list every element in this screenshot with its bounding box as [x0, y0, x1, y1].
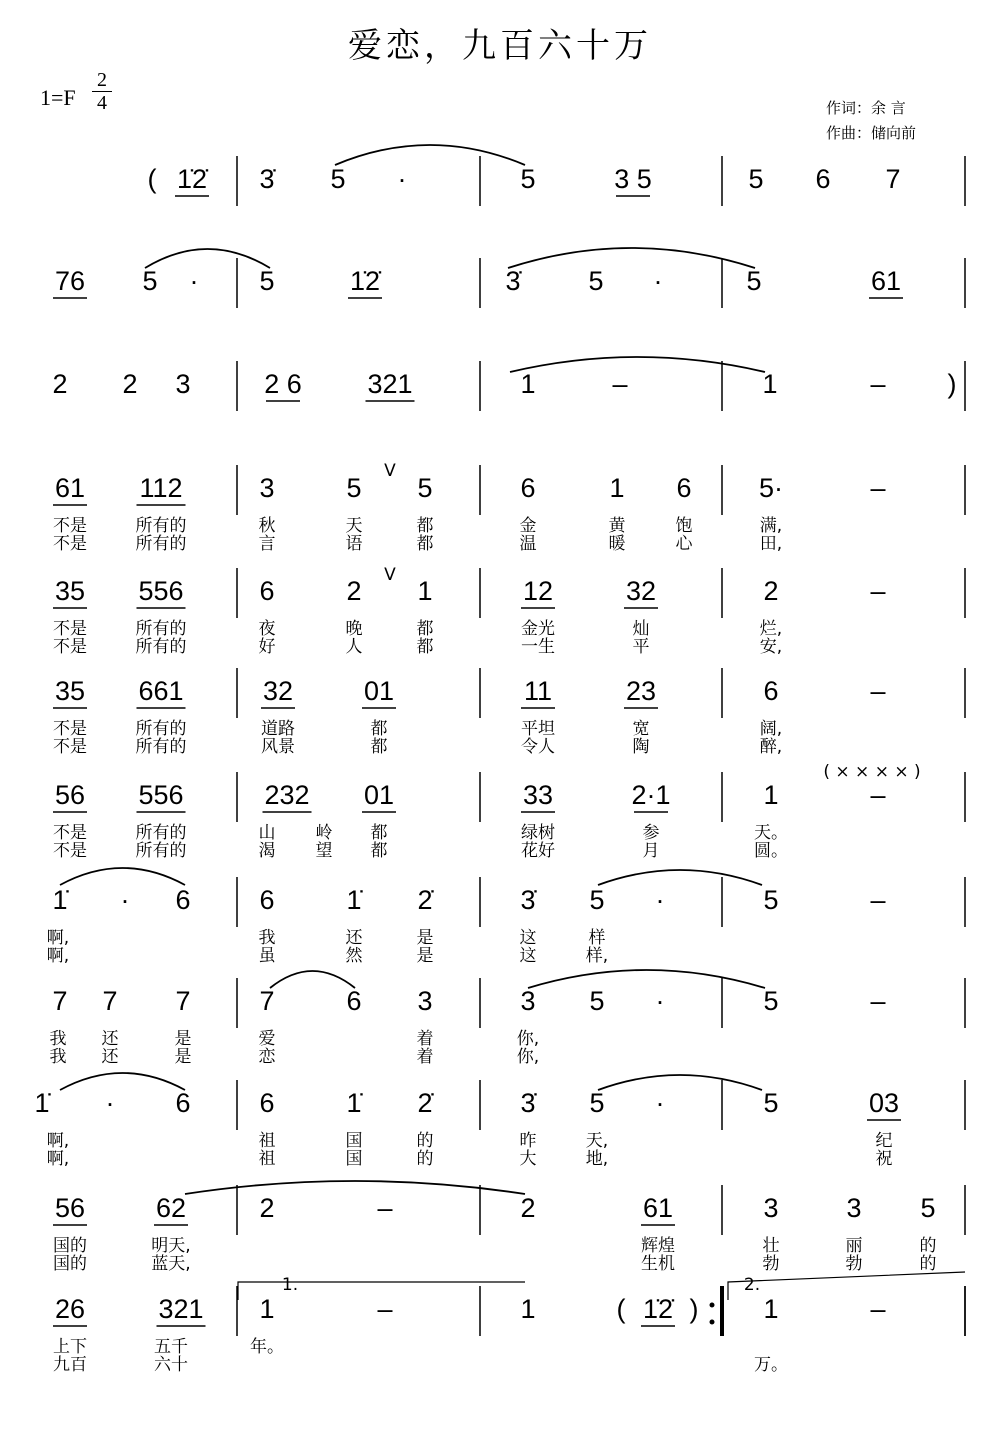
note: 7 — [259, 986, 275, 1016]
note: 12 — [522, 576, 554, 606]
time-signature-top: 2 — [97, 69, 107, 91]
lyric-verse1: 金光 — [521, 619, 555, 639]
note: 5 — [746, 266, 762, 296]
note: 112 — [139, 473, 183, 503]
lyric-verse2: 不是 — [53, 534, 87, 554]
lyric-verse1: 道路 — [261, 719, 295, 739]
lyric-verse2: 圆。 — [754, 841, 788, 861]
lyric-verse1: 样 — [588, 928, 606, 948]
lyric-verse2: 祖 — [258, 1149, 276, 1169]
lyric-verse1: 昨 — [519, 1131, 537, 1151]
note: 6 — [175, 885, 191, 915]
note: 1̇ — [52, 885, 68, 915]
note: 6 — [259, 576, 275, 606]
lyric-verse2: 暖 — [608, 534, 626, 554]
note: · — [655, 986, 665, 1016]
first-ending-label: 1. — [281, 1275, 299, 1295]
lyric-verse1: 烂, — [759, 619, 783, 639]
note: 32 — [625, 576, 657, 606]
lyric-verse1: 天。 — [754, 823, 788, 843]
lyric-verse2: 不是 — [53, 841, 87, 861]
lyric-verse2: 勃 — [762, 1254, 780, 1274]
lyric-verse1: 宽 — [632, 719, 650, 739]
lyric-verse1: 这 — [519, 928, 537, 948]
lyric-verse2: 所有的 — [135, 637, 187, 657]
lyric-verse2: 都 — [370, 737, 388, 757]
lyric-verse2: 令人 — [521, 737, 555, 757]
lyric-verse1: 着 — [416, 1029, 434, 1049]
note: – — [870, 676, 886, 706]
lyric-verse1: 饱 — [675, 516, 693, 536]
lyric-verse1: 啊, — [46, 928, 70, 948]
note: 3 — [846, 1193, 862, 1223]
note: 5 — [589, 986, 605, 1016]
lyric-verse1: 是 — [174, 1029, 192, 1049]
slur — [185, 1181, 525, 1194]
lyric-verse2: 还 — [101, 1047, 119, 1067]
lyric-verse2: 都 — [416, 637, 434, 657]
lyric-verse2: 着 — [416, 1047, 434, 1067]
note: 3̇ — [520, 885, 536, 915]
note: · — [655, 1088, 665, 1118]
lyric-verse2: 花好 — [521, 841, 555, 861]
lyric-verse1: 祖 — [258, 1131, 276, 1151]
slur — [598, 870, 762, 885]
note: 6 — [815, 164, 831, 194]
note: 1 — [763, 780, 779, 810]
note: 1 — [609, 473, 625, 503]
note: 3̇ — [505, 266, 521, 296]
note: 2 — [122, 369, 138, 399]
lyric-verse2: 不是 — [53, 637, 87, 657]
lyric-verse2: 月 — [642, 841, 660, 861]
note: 5 — [142, 266, 158, 296]
note: 556 — [138, 780, 184, 810]
note: 661 — [138, 676, 184, 706]
note: – — [870, 885, 886, 915]
lyric-verse1: 夜 — [258, 619, 276, 639]
lyric-verse1: 都 — [416, 516, 434, 536]
lyric-verse2: 田, — [759, 534, 783, 554]
note: – — [377, 1193, 393, 1223]
note: ( — [616, 1294, 626, 1324]
lyric-verse1: 所有的 — [135, 719, 187, 739]
lyric-verse2: 是 — [174, 1047, 192, 1067]
note: · — [105, 1088, 115, 1118]
lyric-verse2: 九百 — [53, 1355, 87, 1375]
lyric-verse1: 都 — [416, 619, 434, 639]
note: 6 — [259, 885, 275, 915]
note: 2 — [52, 369, 68, 399]
note: 5 — [346, 473, 362, 503]
note: – — [870, 780, 886, 810]
note: 5 — [748, 164, 764, 194]
note: 3 — [417, 986, 433, 1016]
lyric-verse2: 所有的 — [135, 841, 187, 861]
note: 232 — [264, 780, 310, 810]
lyric-verse1: 上下 — [53, 1337, 87, 1357]
lyric-verse2: 万。 — [754, 1355, 788, 1375]
note: – — [870, 576, 886, 606]
lyric-verse1: 不是 — [53, 619, 87, 639]
lyric-verse1: 平坦 — [521, 719, 555, 739]
note: 1̇ — [34, 1088, 50, 1118]
note: 5 — [520, 164, 536, 194]
note: 556 — [138, 576, 184, 606]
note: · — [397, 164, 407, 194]
note: 6 — [763, 676, 779, 706]
lyric-verse2: 样, — [585, 946, 609, 966]
lyric-verse1: 岭 — [315, 823, 333, 843]
note: · — [653, 266, 663, 296]
note: 33 — [522, 780, 554, 810]
lyric-verse1: 都 — [370, 719, 388, 739]
note: 5 — [417, 473, 433, 503]
lyric-verse1: 黄 — [608, 516, 626, 536]
note: ( — [147, 164, 157, 194]
lyric-verse1: 纪 — [875, 1131, 893, 1151]
note: 6 — [346, 986, 362, 1016]
note: 1̇2̇ — [642, 1294, 674, 1324]
repeat-dot — [710, 1320, 715, 1325]
lyric-verse1: 五千 — [154, 1337, 188, 1357]
note: 7 — [52, 986, 68, 1016]
note: ) — [947, 369, 957, 399]
lyric-verse1: 你, — [516, 1029, 540, 1049]
note: – — [377, 1294, 393, 1324]
lyric-verse1: 我 — [49, 1029, 67, 1049]
note: – — [870, 1294, 886, 1324]
lyric-verse1: 丽 — [845, 1236, 863, 1256]
note: 62 — [155, 1193, 187, 1223]
note: 5 — [763, 986, 779, 1016]
note: – — [870, 369, 886, 399]
note: 321 — [158, 1294, 204, 1324]
lyric-verse2: 这 — [519, 946, 537, 966]
lyric-verse2: 一生 — [521, 637, 555, 657]
note: – — [870, 473, 886, 503]
lyric-verse2: 都 — [370, 841, 388, 861]
note: 5 — [920, 1193, 936, 1223]
lyric-verse2: 生机 — [641, 1254, 675, 1274]
note: 5 — [763, 885, 779, 915]
rest-placeholder: ( × × × × ) — [823, 762, 921, 782]
slur — [60, 1073, 185, 1090]
song-title: 爱恋，九百六十万 — [348, 26, 652, 66]
lyric-verse2: 所有的 — [135, 737, 187, 757]
key-signature: 1=F — [40, 85, 76, 110]
lyric-verse2: 然 — [345, 946, 363, 966]
slur — [510, 357, 765, 372]
note: 23 — [625, 676, 657, 706]
lyric-verse1: 满, — [759, 516, 783, 536]
note: 1 — [520, 369, 536, 399]
note: 5 — [589, 885, 605, 915]
lyric-verse1: 天 — [345, 516, 363, 536]
lyric-verse2: 不是 — [53, 737, 87, 757]
lyric-verse2: 勃 — [845, 1254, 863, 1274]
lyric-verse1: 不是 — [53, 823, 87, 843]
note: 35 — [54, 576, 86, 606]
lyric-verse2: 温 — [519, 534, 537, 554]
repeat-dot — [710, 1303, 715, 1308]
lyric-verse2: 人 — [345, 637, 363, 657]
slur — [145, 249, 270, 268]
lyric-verse1: 金 — [519, 516, 537, 536]
lyric-verse2: 是 — [416, 946, 434, 966]
note: 3̇ — [259, 164, 275, 194]
slur — [335, 145, 525, 165]
lyric-verse2: 陶 — [632, 737, 650, 757]
lyric-verse1: 壮 — [762, 1236, 780, 1256]
note: 321 — [367, 369, 413, 399]
note: 3 — [175, 369, 191, 399]
lyric-verse2: 渴 — [258, 841, 276, 861]
note: 1̇2̇ — [176, 164, 208, 194]
note: 3̇ — [520, 1088, 536, 1118]
note: 5 — [589, 1088, 605, 1118]
lyric-verse2: 大 — [519, 1149, 537, 1169]
note: 6 — [175, 1088, 191, 1118]
note: 32 — [262, 676, 294, 706]
lyric-verse1: 所有的 — [135, 516, 187, 536]
note: 61 — [870, 266, 902, 296]
lyric-verse1: 晚 — [345, 619, 363, 639]
note: 3 — [763, 1193, 779, 1223]
note: 26 — [54, 1294, 86, 1324]
lyric-verse1: 不是 — [53, 516, 87, 536]
composer-credit: 作曲：储向前 — [826, 124, 917, 142]
lyric-verse2: 平 — [632, 637, 650, 657]
note: 6 — [520, 473, 536, 503]
lyric-verse2: 醉, — [759, 737, 783, 757]
lyric-verse2: 安, — [759, 637, 783, 657]
lyric-verse2: 我 — [49, 1047, 67, 1067]
lyric-verse2: 国的 — [53, 1254, 87, 1274]
note: – — [612, 369, 628, 399]
note: 1̇ — [346, 885, 362, 915]
lyric-verse1: 爱 — [258, 1029, 276, 1049]
lyric-verse2: 语 — [345, 534, 363, 554]
note: 01 — [363, 780, 395, 810]
note: 2 6 — [264, 369, 302, 399]
note: 61 — [54, 473, 86, 503]
lyric-verse2: 望 — [315, 841, 333, 861]
note: 2 — [763, 576, 779, 606]
lyric-verse2: 所有的 — [135, 534, 187, 554]
lyric-verse2: 都 — [416, 534, 434, 554]
lyric-verse2: 的 — [919, 1254, 937, 1274]
note: 76 — [54, 266, 86, 296]
lyric-verse1: 的 — [919, 1236, 937, 1256]
note: 1̇ — [346, 1088, 362, 1118]
lyric-verse1: 绿树 — [521, 823, 555, 843]
slur — [270, 971, 355, 988]
lyric-verse2: 心 — [675, 534, 693, 554]
note: 5 — [763, 1088, 779, 1118]
note: 1 — [520, 1294, 536, 1324]
note: 1 — [763, 1294, 779, 1324]
note: · — [655, 885, 665, 915]
lyric-verse2: 你, — [516, 1047, 540, 1067]
lyric-verse2: 国 — [345, 1149, 363, 1169]
lyric-verse2: 恋 — [258, 1047, 276, 1067]
note: 1 — [762, 369, 778, 399]
lyric-verse1: 灿 — [632, 619, 650, 639]
note: 5· — [758, 473, 784, 503]
note: 01 — [363, 676, 395, 706]
note: 5 — [588, 266, 604, 296]
lyric-verse1: 都 — [370, 823, 388, 843]
note: 61 — [642, 1193, 674, 1223]
lyric-verse2: 风景 — [261, 737, 295, 757]
slur — [508, 248, 755, 268]
lyric-verse1: 的 — [416, 1131, 434, 1151]
lyric-verse1: 是 — [416, 928, 434, 948]
note: 2 — [259, 1193, 275, 1223]
note: 1 — [417, 576, 433, 606]
lyricist-credit: 作词：余 言 — [826, 99, 906, 117]
note: 6 — [676, 473, 692, 503]
lyric-verse2: 祝 — [875, 1149, 893, 1169]
second-ending-label: 2. — [743, 1275, 761, 1295]
slur — [598, 1075, 762, 1090]
lyric-verse2: 啊, — [46, 946, 70, 966]
note: 3 — [259, 473, 275, 503]
lyric-verse2: 虽 — [258, 946, 276, 966]
note: 6 — [259, 1088, 275, 1118]
breath-mark: V — [384, 565, 396, 585]
lyric-verse1: 国的 — [53, 1236, 87, 1256]
note: 11 — [523, 676, 553, 706]
lyric-verse1: 还 — [345, 928, 363, 948]
note: 7 — [175, 986, 191, 1016]
time-signature-bottom: 4 — [97, 92, 107, 114]
lyric-verse2: 的 — [416, 1149, 434, 1169]
note: 2̇ — [417, 885, 433, 915]
note: – — [870, 986, 886, 1016]
lyric-verse1: 啊, — [46, 1131, 70, 1151]
lyric-verse2: 地, — [585, 1149, 609, 1169]
slur — [528, 970, 765, 988]
lyric-verse2: 言 — [258, 534, 276, 554]
lyric-verse1: 明天, — [151, 1236, 191, 1256]
note: 1 — [259, 1294, 275, 1324]
note: 35 — [54, 676, 86, 706]
note: 03 — [868, 1088, 900, 1118]
lyric-verse2: 好 — [258, 637, 276, 657]
note: 2̇ — [417, 1088, 433, 1118]
lyric-verse2: 啊, — [46, 1149, 70, 1169]
lyric-verse1: 山 — [258, 823, 276, 843]
note: · — [120, 885, 130, 915]
lyric-verse1: 辉煌 — [641, 1236, 675, 1256]
lyric-verse1: 天, — [585, 1131, 609, 1151]
note: 2 — [520, 1193, 536, 1223]
note: 5 — [259, 266, 275, 296]
lyric-verse1: 年。 — [250, 1337, 284, 1357]
lyric-verse1: 所有的 — [135, 619, 187, 639]
lyric-verse1: 还 — [101, 1029, 119, 1049]
note: 2 — [346, 576, 362, 606]
lyric-verse1: 国 — [345, 1131, 363, 1151]
note: · — [189, 266, 199, 296]
lyric-verse1: 不是 — [53, 719, 87, 739]
lyric-verse2: 六十 — [154, 1355, 188, 1375]
note: 3 5 — [614, 164, 652, 194]
note: 56 — [54, 780, 86, 810]
lyric-verse1: 阔, — [759, 719, 783, 739]
note: 7 — [885, 164, 901, 194]
lyric-verse1: 秋 — [258, 516, 276, 536]
lyric-verse1: 所有的 — [135, 823, 187, 843]
note: 7 — [102, 986, 118, 1016]
note: 2·1 — [631, 780, 671, 810]
note: 56 — [54, 1193, 86, 1223]
lyric-verse1: 我 — [258, 928, 276, 948]
note: ) — [689, 1294, 699, 1324]
lyric-verse2: 蓝天, — [151, 1254, 191, 1274]
lyric-verse1: 参 — [642, 823, 660, 843]
slur — [60, 868, 185, 885]
note: 3 — [520, 986, 536, 1016]
breath-mark: V — [384, 461, 396, 481]
note: 5 — [330, 164, 346, 194]
note: 1̇2̇ — [349, 266, 381, 296]
